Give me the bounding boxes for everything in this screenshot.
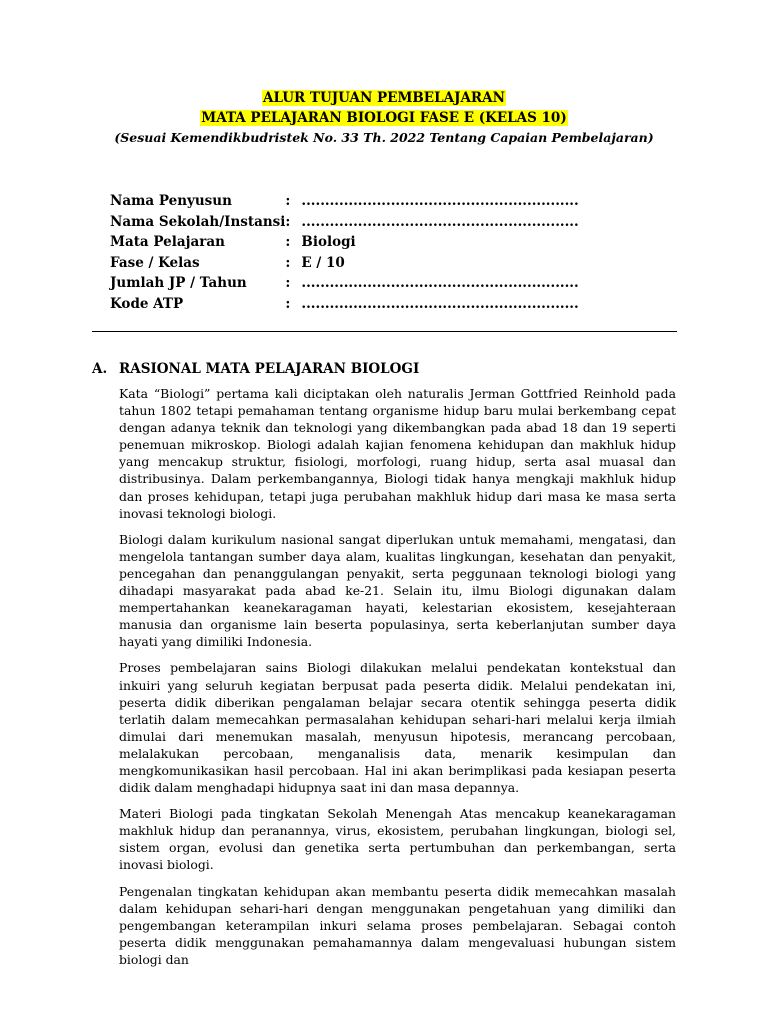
info-row [110, 253, 579, 274]
info-row [110, 232, 579, 253]
info-label: Nama Penyusun [110, 193, 232, 210]
horizontal-divider [92, 331, 677, 332]
title-highlight-1: ALUR TUJUAN PEMBELAJARAN [263, 90, 505, 106]
info-value: ........................................................... [301, 275, 579, 292]
info-value: ........................................................... [301, 213, 579, 230]
section-body [119, 385, 676, 977]
section-title: RASIONAL MATA PELAJARAN BIOLOGI [119, 361, 420, 377]
paragraph: Kata “Biologi” pertama kali diciptakan oleh naturalis Jerman Gottfried Reinhold pada tahun 1802 tetapi pemahaman tentang organisme hidup baru mulai berkembang cepat dengan adanya teknik dan teknologi yang dikembangkan pada abad 18 dan 19 seperti penemuan mikroskop. Biologi adalah kajian fenomena kehidupan dan makhluk hidup yang mencakup struktur, fisiologi, morfologi, ruang hidup, serta asal muasal dan distribusinya. Dalam perkembangannya, Biologi tidak hanya mengkaji makhluk hidup dan proses kehidupan, tetapi juga perubahan makhluk hidup dari masa ke masa serta inovasi teknologi biologi. [119, 386, 676, 521]
info-label: Nama Sekolah/Instansi [110, 213, 286, 230]
info-colon: : [285, 193, 291, 210]
info-value: ........................................................... [301, 193, 579, 210]
info-value: Biologi [301, 234, 356, 251]
info-row [110, 294, 579, 315]
info-colon: : [285, 295, 291, 312]
title-line-1 [0, 88, 768, 108]
info-colon: : [285, 275, 291, 292]
paragraph: Biologi dalam kurikulum nasional sangat diperlukan untuk memahami, mengatasi, dan mengelola tantangan sumber daya alam, kualitas lingkungan, kesehatan dan penyakit, pencegahan dan penanggulangan penyakit, serta peggunaan teknologi biologi yang dihadapi masyarakat pada abad ke-21. Selain itu, ilmu Biologi digunakan dalam mempertahankan keanekaragaman hayati, kelestarian ekosistem, kesejahteraan manusia dan organisme lain beserta populasinya, serta keberlanjutan sumber daya hayati yang dimiliki Indonesia. [119, 531, 676, 650]
section-heading [92, 360, 677, 378]
info-label: Jumlah JP / Tahun [110, 275, 247, 292]
info-table [110, 191, 579, 314]
info-label: Fase / Kelas [110, 254, 200, 271]
info-row [110, 212, 579, 233]
section-number: A. [92, 361, 108, 377]
info-row [110, 191, 579, 212]
subtitle: (Sesuai Kemendikbudristek No. 33 Th. 2022 Tentang Capaian Pembelajaran) [114, 130, 654, 145]
title-highlight-2: MATA PELAJARAN BIOLOGI FASE E (KELAS 10) [201, 110, 567, 126]
paragraph: Materi Biologi pada tingkatan Sekolah Menengah Atas mencakup keanekaragaman makhluk hidup dan peranannya, virus, ekosistem, perubahan lingkungan, biologi sel, sistem organ, evolusi dan genetika serta pertumbuhan dan perkembangan, serta inovasi biologi. [119, 806, 676, 873]
info-row [110, 273, 579, 294]
paragraph: Pengenalan tingkatan kehidupan akan membantu peserta didik memecahkan masalah dalam kehidupan sehari-hari dengan menggunakan pengetahuan yang dimiliki dan pengembangan keterampilan inkuri selama proses pembelajaran. Sebagai contoh peserta didik menggunakan pemahamannya dalam mengevaluasi hubungan sistem biologi dan [119, 883, 676, 967]
info-colon: : [285, 254, 291, 271]
info-value: E / 10 [301, 254, 345, 271]
title-line-2 [0, 108, 768, 128]
info-label: Mata Pelajaran [110, 234, 225, 251]
info-value: ........................................................... [301, 295, 579, 312]
info-label: Kode ATP [110, 295, 184, 312]
title-block [0, 88, 768, 148]
paragraph: Proses pembelajaran sains Biologi dilakukan melalui pendekatan kontekstual dan inkuiri yang seluruh kegiatan berpusat pada peserta didik. Melalui pendekatan ini, peserta didik diberikan pengalaman belajar secara otentik sehingga peserta didik terlatih dalam memecahkan permasalahan kehidupan sehari-hari melalui kerja ilmiah dimulai dari menemukan masalah, menyusun hipotesis, merancang percobaan, melalakukan percobaan, menganalisis data, menarik kesimpulan dan mengkomunikasikan hasil percobaan. Hal ini akan berimplikasi pada kesiapan peserta didik dalam menghadapi hidupnya saat ini dan masa depannya. [119, 660, 676, 796]
info-colon: : [285, 234, 291, 251]
info-colon: : [285, 213, 291, 230]
